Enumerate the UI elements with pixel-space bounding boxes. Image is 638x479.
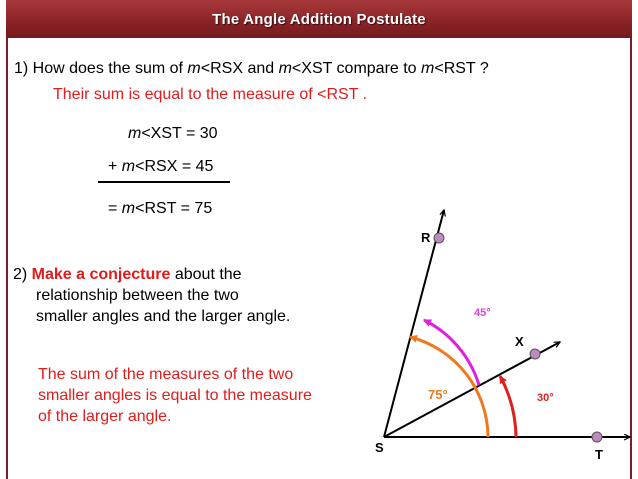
answer-2: The sum of the measures of the two smaller angles is equal to the measure of the larger angle. bbox=[38, 366, 312, 425]
question-1-compare: compare to bbox=[332, 60, 422, 77]
ray-sr bbox=[384, 210, 444, 437]
measure-m: m bbox=[421, 60, 435, 77]
measure-m: m bbox=[187, 60, 201, 77]
conjecture-highlight: Make a conjecture bbox=[31, 266, 171, 283]
arc-30 bbox=[500, 376, 516, 437]
question-1-and: and bbox=[243, 60, 279, 77]
angle-rsx: <RSX bbox=[200, 60, 243, 77]
angle-75-label: 75° bbox=[428, 387, 448, 402]
point-t-marker bbox=[592, 432, 602, 442]
question-1-prefix: 1) How does the sum of bbox=[14, 60, 188, 77]
point-t-label: T bbox=[595, 447, 603, 462]
arc-45 bbox=[424, 320, 479, 385]
question-2: 2) Make a conjecture about the relationship between the two smaller angles and the larger angle. bbox=[13, 266, 291, 325]
point-s-label: S bbox=[375, 440, 384, 455]
angle-xst: <XST bbox=[291, 60, 333, 77]
angle-rst: <RST ? bbox=[434, 60, 489, 77]
answer-1: Their sum is equal to the measure of <RST . bbox=[53, 86, 368, 103]
equation-xst: m<XST = 30 bbox=[128, 125, 218, 142]
equation-rst: = m<RST = 75 bbox=[108, 200, 213, 217]
point-r-label: R bbox=[421, 230, 431, 245]
arc-75 bbox=[410, 337, 488, 437]
point-x-label: X bbox=[515, 334, 524, 349]
point-r-marker bbox=[434, 233, 444, 243]
angle-30-label: 30° bbox=[537, 392, 554, 404]
slide-title: The Angle Addition Postulate bbox=[6, 0, 632, 38]
point-x-marker bbox=[530, 349, 540, 359]
measure-m: m bbox=[278, 60, 292, 77]
equation-rsx: + m<RSX = 45 bbox=[108, 158, 214, 175]
angle-45-label: 45° bbox=[474, 307, 491, 319]
